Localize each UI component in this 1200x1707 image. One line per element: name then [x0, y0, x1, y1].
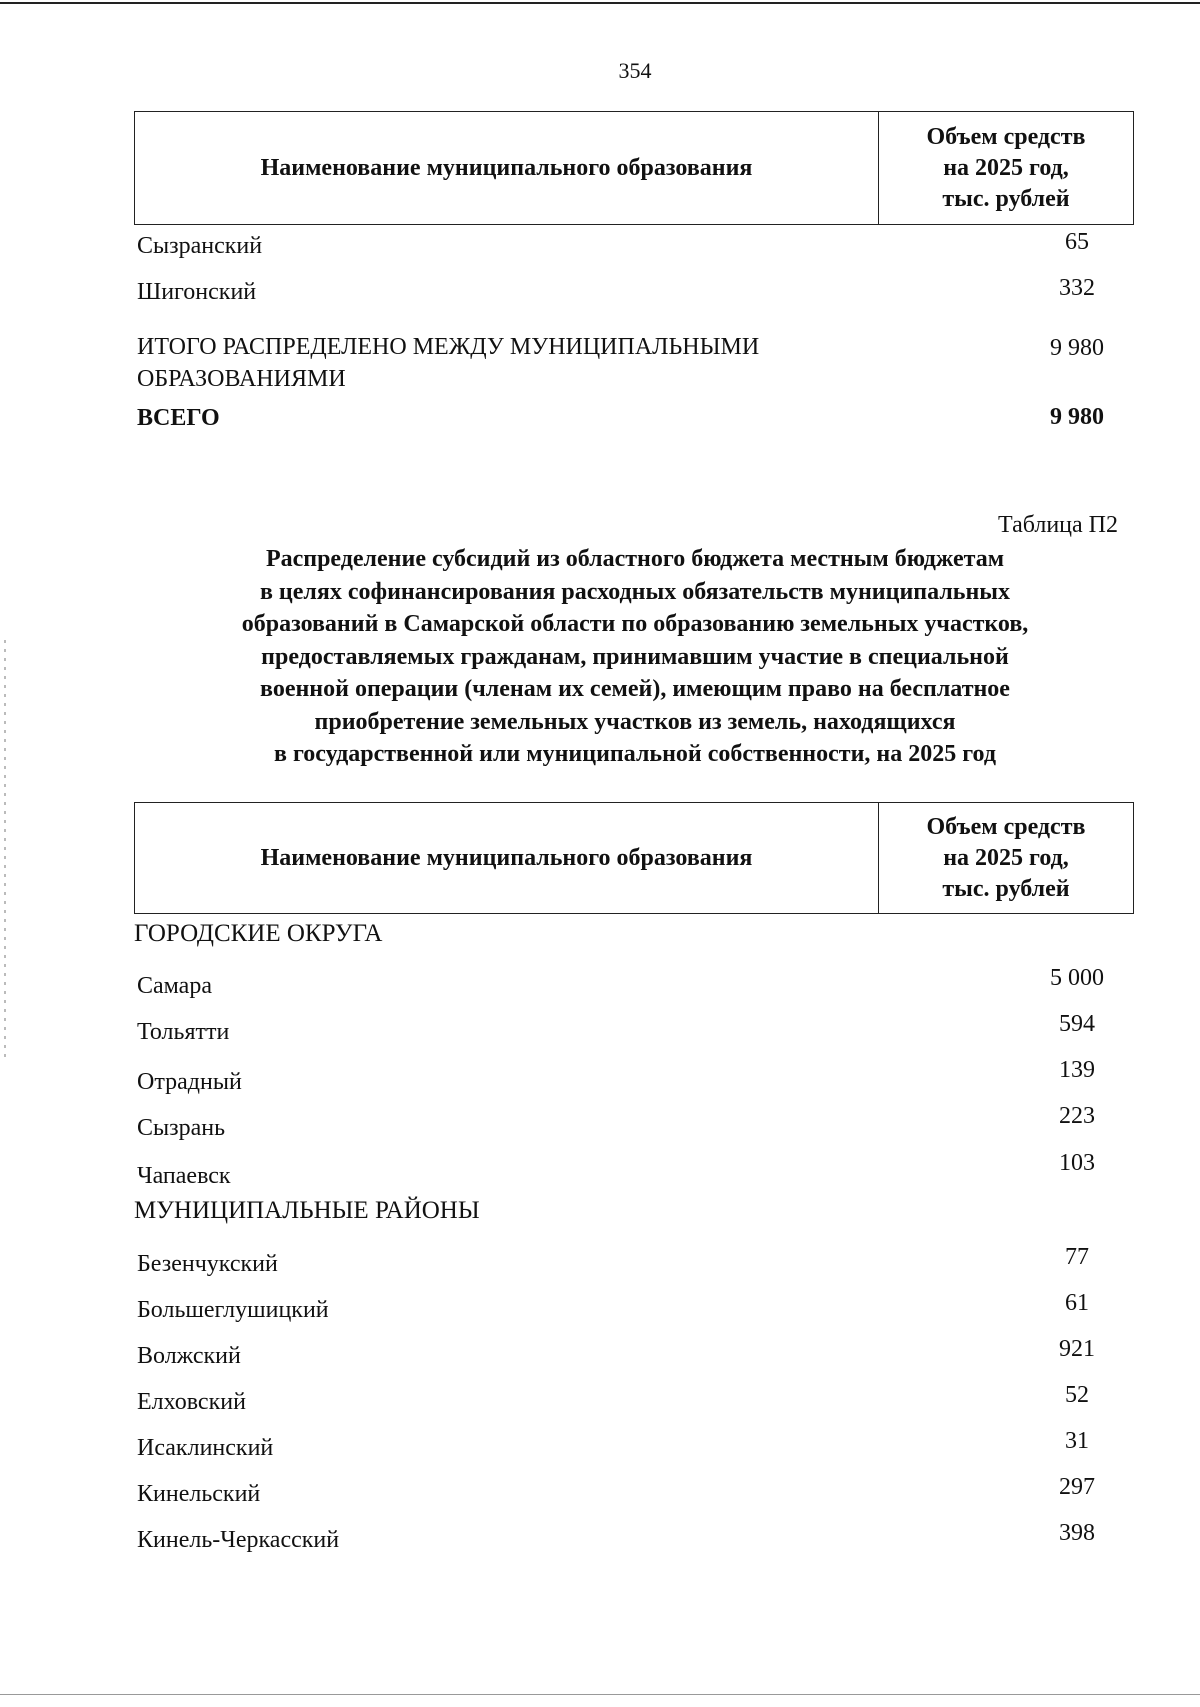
title-line: образований в Самарской области по образованию земельных участков, — [241, 611, 1029, 637]
row-name-line: ОБРАЗОВАНИЯМИ — [137, 366, 346, 392]
row-name: Сызрань — [137, 1115, 226, 1141]
row-value: 52 — [1065, 1382, 1089, 1408]
row-name-line: ИТОГО РАСПРЕДЕЛЕНО МЕЖДУ МУНИЦИПАЛЬНЫМИ — [137, 334, 760, 360]
header-line: Объем средств — [926, 813, 1086, 840]
row-value: 5 000 — [1050, 965, 1104, 991]
table2-header — [134, 802, 1134, 914]
header-line: тыс. рублей — [942, 185, 1070, 212]
row-name: Большеглушицкий — [137, 1297, 329, 1323]
header-line: Объем средств — [926, 123, 1086, 150]
row-name: Елховский — [137, 1389, 246, 1415]
table-title — [140, 543, 1130, 771]
row-value: 77 — [1065, 1244, 1089, 1270]
title-line: в государственной или муниципальной собственности, на 2025 год — [274, 741, 996, 767]
top-rule — [0, 2, 1200, 4]
title-line: приобретение земельных участков из земель, находящихся — [314, 708, 956, 735]
scan-edge-noise — [4, 640, 6, 1060]
table1-header-name-col: Наименование муниципального образования — [135, 112, 879, 224]
header-line: на 2025 год, — [943, 154, 1069, 181]
row-value: 223 — [1059, 1103, 1095, 1129]
title-line: предоставляемых гражданам, принимавшим участие в специальной — [261, 643, 1009, 670]
row-value: 297 — [1059, 1474, 1095, 1500]
row-value: 594 — [1059, 1011, 1095, 1037]
row-value: 31 — [1065, 1428, 1089, 1454]
table1-header-value-col — [879, 112, 1133, 224]
row-value: 9 980 — [1050, 404, 1104, 430]
header-line: на 2025 год, — [943, 844, 1069, 871]
table-label: Таблица П2 — [998, 512, 1118, 538]
row-value: 398 — [1059, 1520, 1095, 1546]
row-name: Отрадный — [137, 1069, 242, 1095]
table2-header-value-col — [879, 803, 1133, 913]
section-title-urban: ГОРОДСКИЕ ОКРУГА — [134, 920, 383, 947]
row-name: Безенчукский — [137, 1251, 278, 1277]
row-value: 332 — [1059, 275, 1095, 301]
row-name: Сызранский — [137, 233, 263, 259]
header-line: тыс. рублей — [942, 875, 1070, 902]
row-name: Кинельский — [137, 1481, 261, 1507]
bottom-rule — [0, 1694, 1200, 1695]
row-value: 9 980 — [1050, 335, 1104, 361]
row-value: 103 — [1059, 1150, 1095, 1176]
row-name: Самара — [137, 973, 212, 999]
page-number: 354 — [618, 58, 652, 83]
section-title-districts: МУНИЦИПАЛЬНЫЕ РАЙОНЫ — [134, 1197, 480, 1224]
title-line: в целях софинансирования расходных обязательств муниципальных — [259, 578, 1011, 605]
row-name: Чапаевск — [137, 1163, 231, 1189]
row-name: Кинель-Черкасский — [137, 1527, 340, 1553]
row-value: 921 — [1059, 1336, 1095, 1362]
table2-header-name-col: Наименование муниципального образования — [135, 803, 879, 913]
row-name: Тольятти — [137, 1019, 230, 1045]
title-line: Распределение субсидий из областного бюджета местным бюджетам — [265, 546, 1005, 572]
row-value: 139 — [1059, 1057, 1095, 1083]
row-value: 65 — [1065, 229, 1089, 255]
row-name: Шигонский — [137, 279, 257, 305]
row-name: Исаклинский — [137, 1435, 274, 1461]
title-line: военной операции (членам их семей), имеющим право на бесплатное — [260, 676, 1010, 702]
row-name: ВСЕГО — [137, 405, 220, 431]
row-value: 61 — [1065, 1290, 1089, 1316]
table1-header — [134, 111, 1134, 225]
row-name — [137, 331, 897, 395]
row-name: Волжский — [137, 1343, 241, 1369]
